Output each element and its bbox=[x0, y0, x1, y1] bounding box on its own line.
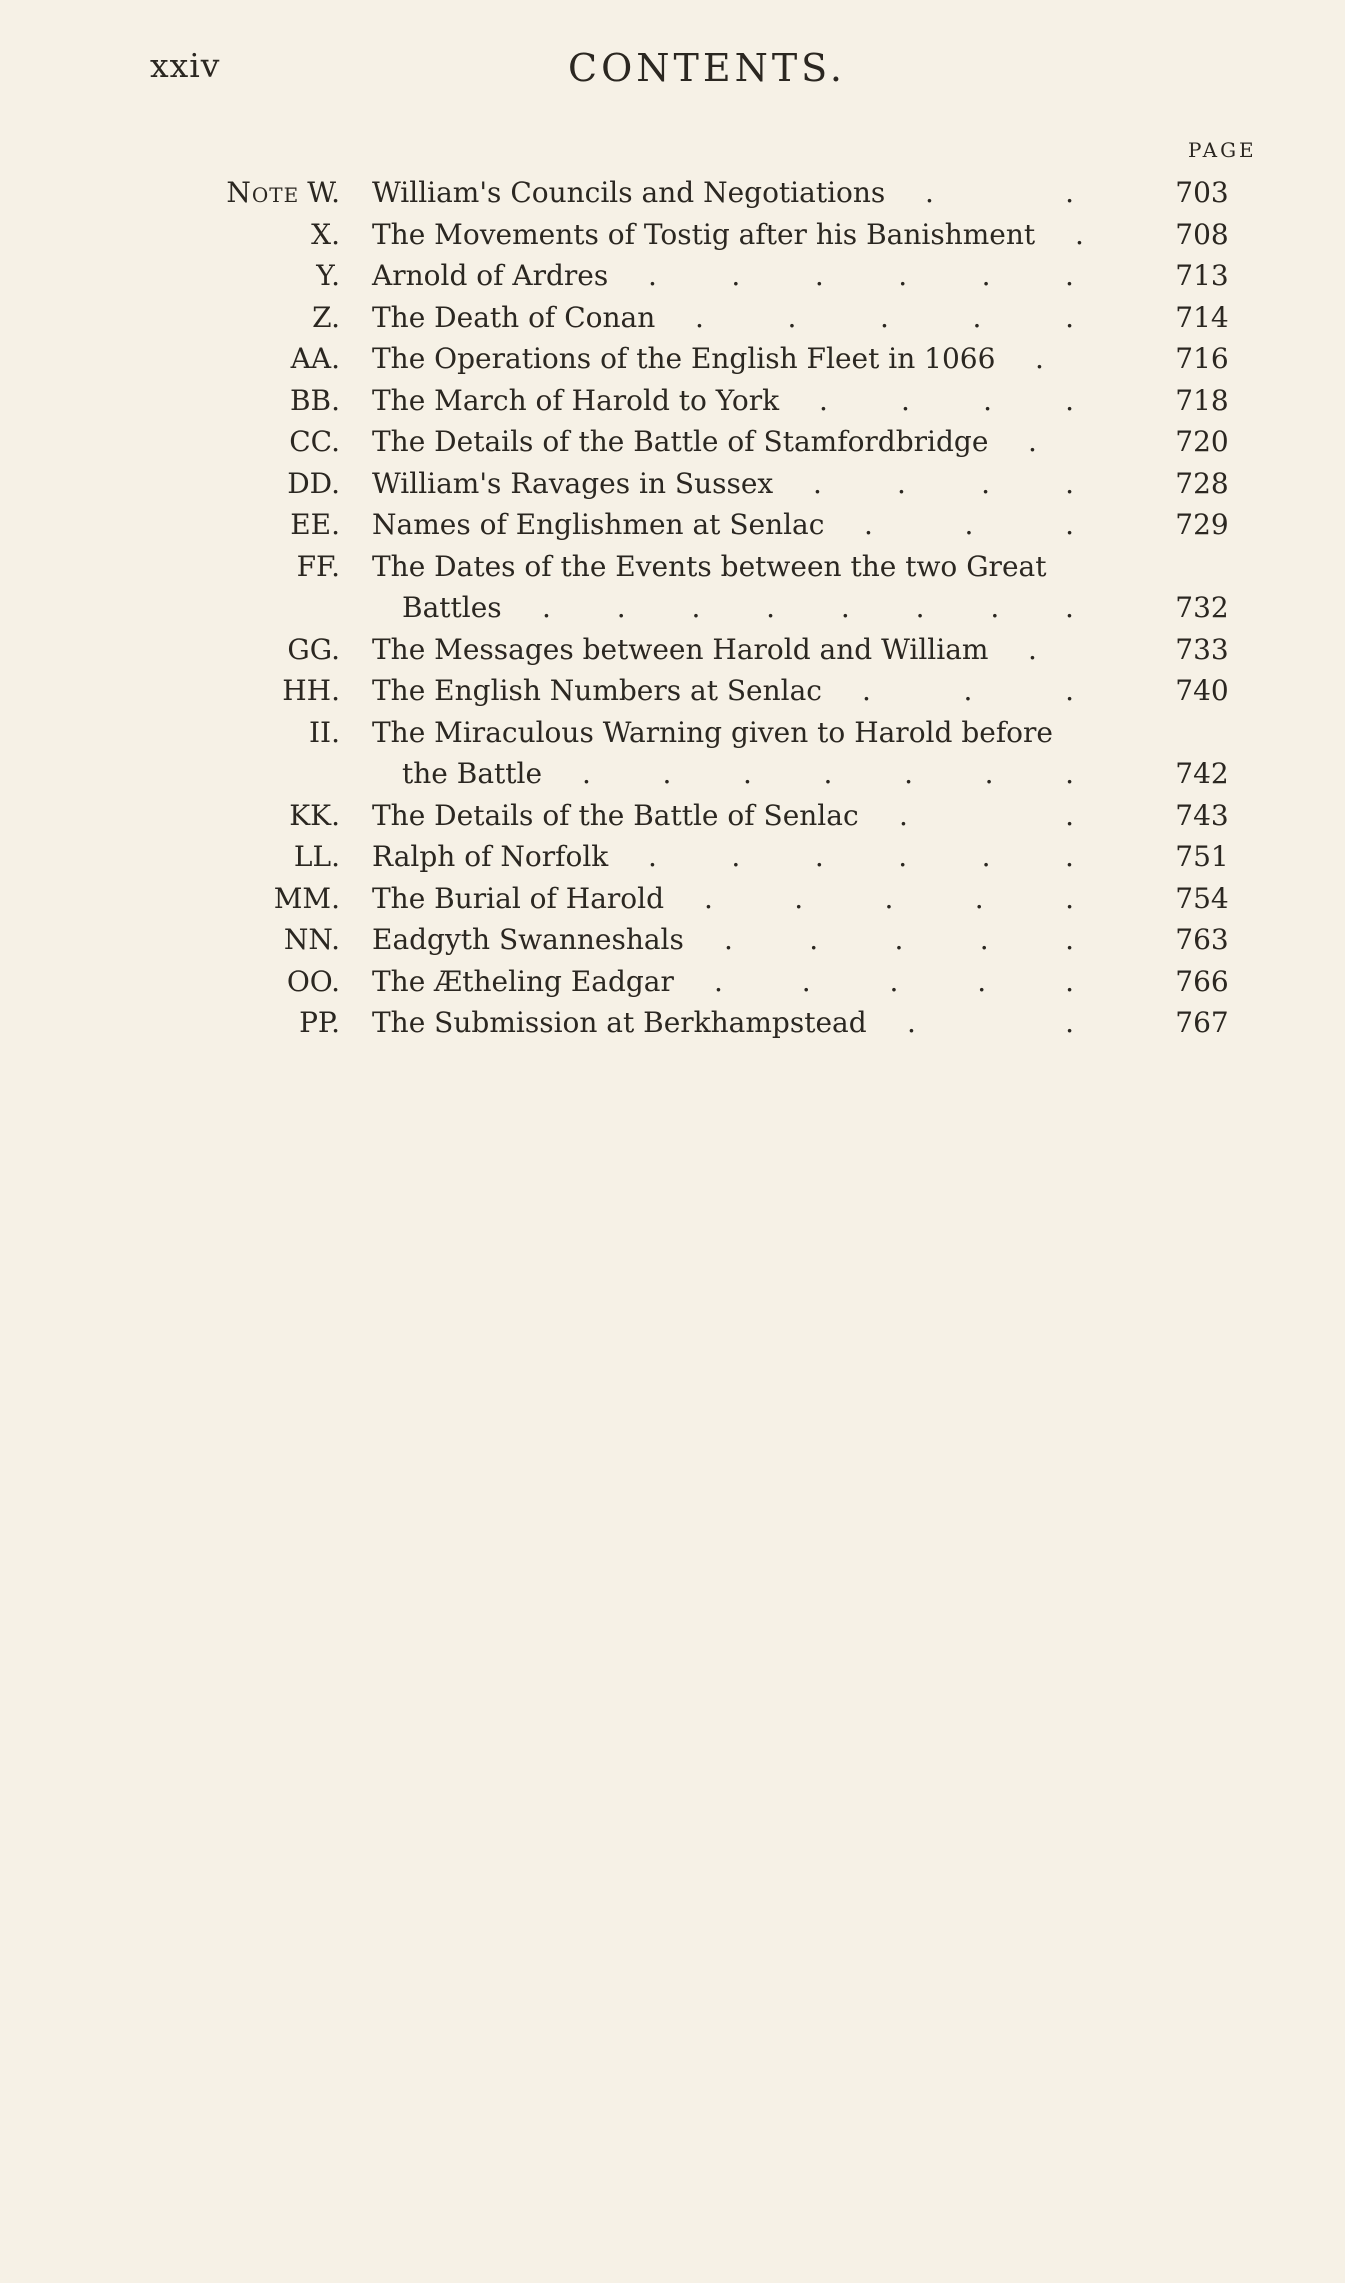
leader-dots: . . . . . bbox=[714, 964, 1074, 998]
entry-letter: HH. bbox=[282, 674, 340, 707]
entry-label bbox=[290, 380, 340, 422]
entry-letter: AA. bbox=[290, 342, 340, 375]
contents-entry bbox=[0, 670, 1345, 712]
leader-dots: . . . . . bbox=[695, 300, 1074, 334]
entry-letter: LL. bbox=[293, 840, 340, 873]
entry-label bbox=[289, 421, 340, 463]
contents-entry bbox=[0, 380, 1345, 422]
entry-title: The Dates of the Events between the two Great bbox=[372, 549, 1047, 583]
note-prefix: Note bbox=[226, 176, 300, 209]
entry-title: Battles bbox=[402, 591, 502, 624]
entry-label bbox=[284, 919, 340, 961]
entry-page-number: 708 bbox=[1175, 217, 1229, 251]
entry-page-number: 766 bbox=[1175, 964, 1229, 998]
contents-entry bbox=[0, 463, 1345, 505]
entry-page-number: 733 bbox=[1175, 632, 1229, 666]
entry-letter: PP. bbox=[299, 1006, 340, 1039]
page-column-label: PAGE bbox=[1188, 138, 1257, 162]
entry-page-number: 754 bbox=[1175, 881, 1229, 915]
page-title: CONTENTS. bbox=[568, 46, 846, 90]
leader-dots: . . . . . . bbox=[648, 840, 1074, 873]
entry-letter: EE. bbox=[290, 508, 340, 541]
entry-title: William's Ravages in Sussex bbox=[372, 466, 774, 500]
entry-letter: NN. bbox=[283, 923, 340, 956]
entry-letter: MM. bbox=[273, 881, 340, 915]
contents-entry bbox=[0, 836, 1345, 878]
leader-dots: . bbox=[1028, 632, 1037, 666]
entry-title: The Death of Conan bbox=[372, 300, 656, 334]
entry-page-number: 742 bbox=[1175, 757, 1229, 790]
leader-dots: . . . bbox=[862, 674, 1074, 707]
contents-entry bbox=[0, 421, 1345, 463]
entry-label bbox=[290, 504, 340, 546]
entry-label bbox=[316, 255, 340, 297]
entry-title: William's Councils and Negotiations bbox=[372, 176, 886, 209]
contents-entry bbox=[0, 712, 1345, 754]
entry-letter: BB. bbox=[289, 383, 340, 417]
entry-page-number: 703 bbox=[1175, 176, 1229, 209]
entry-label bbox=[291, 338, 340, 380]
leader-dots: . . . . bbox=[813, 466, 1074, 500]
contents-list bbox=[0, 172, 1345, 1044]
leader-dots: . . . . . bbox=[724, 923, 1074, 956]
entry-letter: DD. bbox=[287, 466, 340, 500]
entry-page-number: 729 bbox=[1175, 508, 1229, 541]
entry-label bbox=[297, 546, 340, 588]
entry-title: The Submission at Berkhampstead bbox=[372, 1006, 867, 1039]
entry-page-number: 728 bbox=[1175, 466, 1229, 500]
entry-title: The English Numbers at Senlac bbox=[372, 674, 822, 707]
entry-title: The Miraculous Warning given to Harold before bbox=[372, 715, 1053, 749]
entry-title: The Details of the Battle of Stamfordbridge bbox=[372, 425, 989, 458]
leader-dots: . . bbox=[925, 176, 1074, 209]
entry-page-number: 713 bbox=[1175, 259, 1229, 292]
leader-dots: . . . . . . bbox=[648, 259, 1074, 292]
leader-dots: . . bbox=[907, 1006, 1074, 1039]
contents-entry bbox=[0, 961, 1345, 1003]
entry-label bbox=[312, 297, 340, 339]
entry-page-number: 767 bbox=[1175, 1006, 1229, 1039]
entry-title: The Operations of the English Fleet in 1066 bbox=[372, 342, 996, 375]
entry-letter: CC. bbox=[289, 425, 340, 458]
entry-title: Arnold of Ardres bbox=[372, 259, 609, 292]
contents-entry bbox=[0, 546, 1345, 588]
entry-letter: KK. bbox=[289, 798, 340, 832]
entry-letter: X. bbox=[311, 217, 340, 251]
entry-title: The Ætheling Eadgar bbox=[372, 964, 674, 998]
contents-entry bbox=[0, 629, 1345, 671]
entry-title: The Details of the Battle of Senlac bbox=[372, 798, 859, 832]
entry-page-number: 718 bbox=[1175, 383, 1229, 417]
entry-title: The Messages between Harold and William bbox=[372, 632, 989, 666]
contents-entry bbox=[0, 795, 1345, 837]
entry-title: The Burial of Harold bbox=[372, 881, 665, 915]
entry-page-number: 720 bbox=[1175, 425, 1229, 458]
leader-dots: . bbox=[1028, 425, 1037, 458]
entry-page-number: 763 bbox=[1175, 923, 1229, 956]
entry-label bbox=[282, 670, 340, 712]
entry-page-number: 714 bbox=[1175, 300, 1229, 334]
entry-title: Eadgyth Swanneshals bbox=[372, 923, 684, 956]
leader-dots: . . . . bbox=[819, 383, 1074, 417]
entry-label bbox=[287, 961, 340, 1003]
contents-entry bbox=[0, 587, 1345, 629]
leader-dots: . . . bbox=[864, 508, 1074, 541]
page-number: xxiv bbox=[150, 46, 221, 85]
entry-title: The March of Harold to York bbox=[372, 383, 780, 417]
entry-label bbox=[299, 1002, 340, 1044]
entry-title: The Movements of Tostig after his Banishment bbox=[372, 217, 1036, 251]
entry-page-number: 743 bbox=[1175, 798, 1229, 832]
contents-entry bbox=[0, 753, 1345, 795]
entry-page-number: 751 bbox=[1175, 840, 1229, 873]
entry-label bbox=[287, 463, 340, 505]
entry-letter: Z. bbox=[312, 300, 340, 334]
contents-entry bbox=[0, 504, 1345, 546]
entry-letter: II. bbox=[308, 715, 340, 749]
leader-dots: . bbox=[1075, 217, 1084, 251]
entry-letter: W. bbox=[307, 176, 340, 209]
entry-page-number: 732 bbox=[1175, 591, 1229, 624]
entry-label bbox=[287, 629, 340, 671]
entry-letter: OO. bbox=[286, 964, 340, 998]
contents-entry bbox=[0, 919, 1345, 961]
entry-title: Names of Englishmen at Senlac bbox=[372, 508, 825, 541]
entry-label bbox=[289, 795, 340, 837]
contents-entry bbox=[0, 1002, 1345, 1044]
leader-dots: . bbox=[1035, 342, 1044, 375]
entry-label bbox=[294, 836, 340, 878]
leader-dots: . . . . . . . . bbox=[542, 591, 1074, 624]
contents-entry bbox=[0, 172, 1345, 214]
entry-letter: GG. bbox=[287, 632, 340, 666]
leader-dots: . . . . . bbox=[704, 881, 1074, 915]
entry-page-number: 716 bbox=[1175, 342, 1229, 375]
entry-title: Ralph of Norfolk bbox=[372, 840, 609, 873]
entry-label bbox=[274, 878, 340, 920]
entry-label bbox=[226, 172, 340, 214]
contents-entry bbox=[0, 255, 1345, 297]
entry-label bbox=[309, 712, 340, 754]
contents-entry bbox=[0, 878, 1345, 920]
entry-page-number: 740 bbox=[1175, 674, 1229, 707]
contents-entry bbox=[0, 338, 1345, 380]
entry-title: the Battle bbox=[402, 757, 543, 790]
contents-entry bbox=[0, 297, 1345, 339]
leader-dots: . . bbox=[899, 798, 1074, 832]
entry-letter: FF. bbox=[296, 549, 340, 583]
leader-dots: . . . . . . . bbox=[582, 757, 1074, 790]
running-head bbox=[150, 46, 846, 96]
entry-label bbox=[311, 214, 340, 256]
entry-letter: Y. bbox=[316, 259, 340, 292]
contents-entry bbox=[0, 214, 1345, 256]
